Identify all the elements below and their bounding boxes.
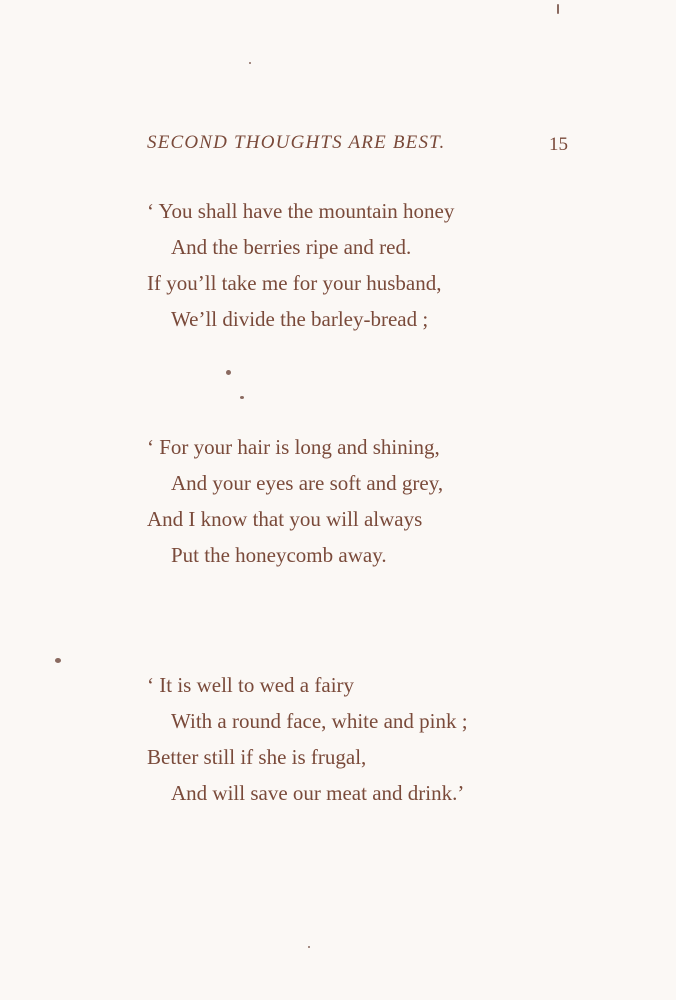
verse-line: We’ll divide the barley-bread ;: [171, 307, 429, 331]
paper-speck: [557, 4, 559, 14]
page-number: 15: [549, 134, 568, 155]
verse-line: ‘ For your hair is long and shining,: [147, 435, 440, 459]
verse-line: With a round face, white and pink ;: [171, 709, 468, 733]
verse-line: If you’ll take me for your husband,: [147, 271, 442, 295]
verse-line: ‘ It is well to wed a fairy: [147, 673, 355, 697]
verse-line: And I know that you will always: [147, 507, 423, 531]
verse-line: And your eyes are soft and grey,: [171, 471, 444, 495]
verse-line: Put the honeycomb away.: [171, 543, 387, 567]
stanza-3: [147, 667, 547, 811]
stanza-1: [147, 193, 547, 337]
running-title: SECOND THOUGHTS ARE BEST.: [147, 132, 446, 153]
paper-speck: [308, 946, 310, 948]
paper-speck: [226, 370, 231, 375]
verse-line: ‘ You shall have the mountain honey: [147, 199, 455, 223]
paper-speck: [55, 658, 61, 663]
verse-line: And the berries ripe and red.: [171, 235, 412, 259]
verse-line: And will save our meat and drink.’: [171, 781, 465, 805]
verse-line: Better still if she is frugal,: [147, 745, 367, 769]
stanza-2: [147, 429, 547, 573]
paper-speck: [249, 62, 251, 64]
paper-speck: [240, 396, 244, 399]
